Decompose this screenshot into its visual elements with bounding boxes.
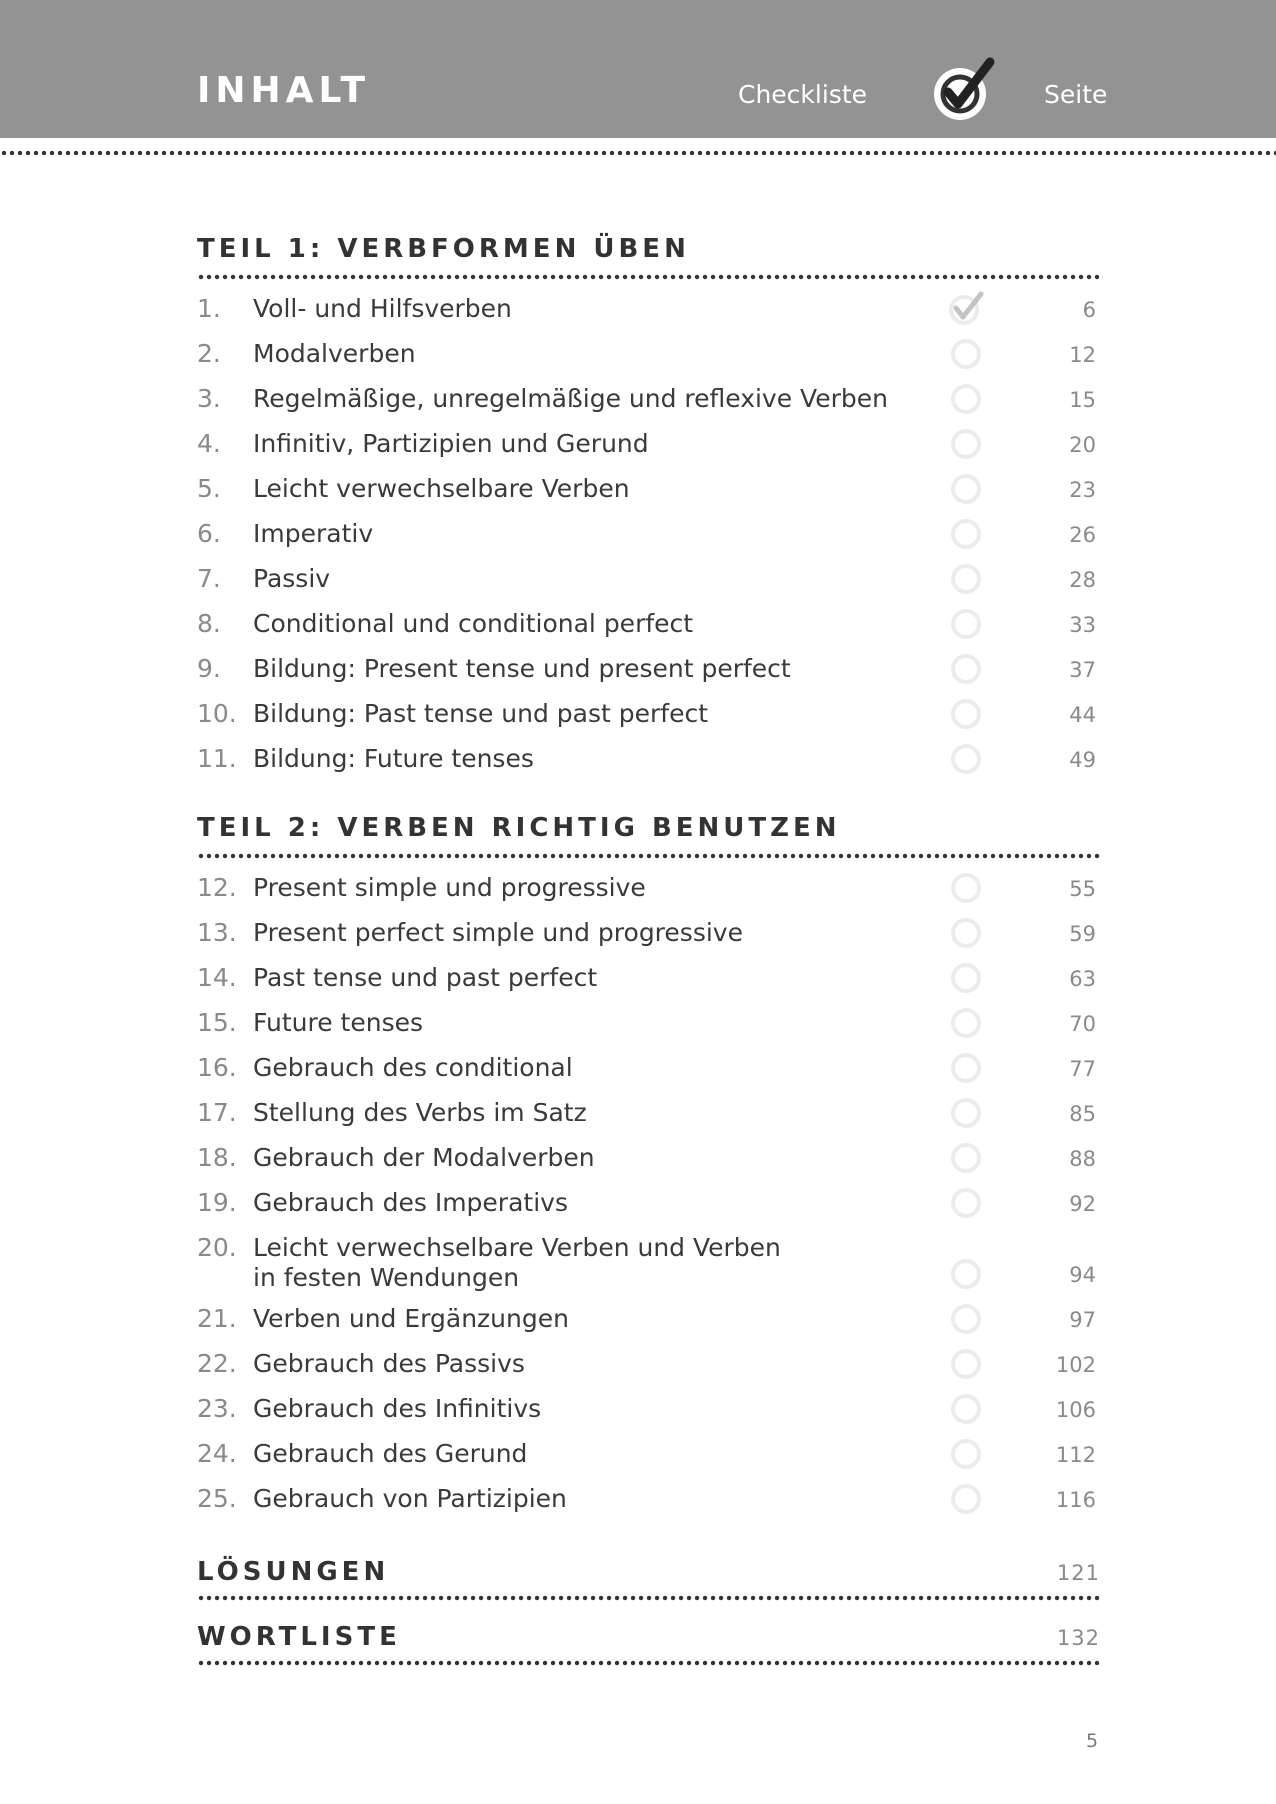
toc-number: 9. — [197, 654, 221, 683]
toc-row — [197, 474, 1100, 514]
toc-number: 4. — [197, 429, 221, 458]
toc-title: Gebrauch von Partizipien — [253, 1484, 567, 1513]
toc-row — [197, 294, 1100, 334]
toc-page-number: 102 — [1055, 1353, 1096, 1377]
toc-page-number: 49 — [1069, 748, 1096, 772]
checkbox-circle-icon[interactable] — [951, 1439, 981, 1469]
toc-page-number: 59 — [1069, 922, 1096, 946]
footer-page-number: 5 — [1086, 1730, 1099, 1752]
toc-page-number: 63 — [1069, 967, 1096, 991]
toc-row — [197, 963, 1100, 1003]
toc-title: Infinitiv, Partizipien und Gerund — [253, 429, 649, 458]
checkbox-circle-icon[interactable] — [951, 918, 981, 948]
checkmark-icon — [928, 56, 1000, 124]
toc-number: 17. — [197, 1098, 237, 1127]
toc-row — [197, 1053, 1100, 1093]
toc-title: Present perfect simple und progressive — [253, 918, 743, 947]
toc-row — [197, 654, 1100, 694]
toc-row — [197, 873, 1100, 913]
toc-row — [197, 1304, 1100, 1344]
checkbox-circle-icon[interactable] — [951, 1098, 981, 1128]
toc-number: 23. — [197, 1394, 237, 1423]
toc-title: Stellung des Verbs im Satz — [253, 1098, 587, 1127]
toc-page-number: 77 — [1069, 1057, 1096, 1081]
toc-page-number: 94 — [1069, 1263, 1096, 1287]
toc-row — [197, 564, 1100, 604]
toc-row — [197, 384, 1100, 424]
section-divider — [197, 1660, 1100, 1666]
toc-number: 6. — [197, 519, 221, 548]
toc-number: 1. — [197, 294, 221, 323]
toc-title: Leicht verwechselbare Verben und Verben in festen Wendungen — [253, 1233, 781, 1292]
toc-title: Present simple und progressive — [253, 873, 646, 902]
checkbox-circle-icon[interactable] — [951, 429, 981, 459]
toc-title: Voll- und Hilfsverben — [253, 294, 512, 323]
toc-number: 21. — [197, 1304, 237, 1333]
toc-row — [197, 1349, 1100, 1389]
toc-number: 20. — [197, 1233, 237, 1262]
toc-page-number: 116 — [1055, 1488, 1096, 1512]
toc-title: Imperativ — [253, 519, 374, 548]
toc-page-number: 26 — [1069, 523, 1096, 547]
toc-title: Regelmäßige, unregelmäßige und reflexive Verben — [253, 384, 888, 413]
toc-row — [197, 918, 1100, 958]
toc-page-number: 92 — [1069, 1192, 1096, 1216]
toc-row — [197, 1233, 1100, 1292]
toc-number: 16. — [197, 1053, 237, 1082]
page-column-label: Seite — [1044, 80, 1108, 109]
toc-number: 7. — [197, 564, 221, 593]
checkbox-circle-icon[interactable] — [951, 1349, 981, 1379]
toc-title: Past tense und past perfect — [253, 963, 598, 992]
toc-number: 8. — [197, 609, 221, 638]
toc-page-number: 97 — [1069, 1308, 1096, 1332]
header-bar — [0, 0, 1276, 138]
toc-page-number: 23 — [1069, 478, 1096, 502]
toc-page-number: 85 — [1069, 1102, 1096, 1126]
toc-page-number: 33 — [1069, 613, 1096, 637]
toc-page-number: 6 — [1082, 298, 1096, 322]
toc-page-number: 44 — [1069, 703, 1096, 727]
checkbox-circle-icon[interactable] — [951, 1394, 981, 1424]
toc-title: Conditional und conditional perfect — [253, 609, 694, 638]
loesungen-page: 121 — [1056, 1561, 1100, 1585]
toc-page-number: 88 — [1069, 1147, 1096, 1171]
toc-page-number: 37 — [1069, 658, 1096, 682]
toc-row — [197, 744, 1100, 784]
checkbox-circle-icon[interactable] — [951, 564, 981, 594]
toc-number: 13. — [197, 918, 237, 947]
checkbox-circle-icon[interactable] — [951, 654, 981, 684]
section-heading-loesungen: LÖSUNGEN — [197, 1557, 390, 1587]
toc-title: Bildung: Future tenses — [253, 744, 534, 773]
checkbox-circle-icon[interactable] — [951, 1304, 981, 1334]
checkbox-circle-icon[interactable] — [951, 1188, 981, 1218]
toc-row — [197, 699, 1100, 739]
toc-number: 5. — [197, 474, 221, 503]
toc-page-number: 28 — [1069, 568, 1096, 592]
toc-row — [197, 1143, 1100, 1183]
header-divider — [0, 150, 1276, 156]
toc-title: Gebrauch des Passivs — [253, 1349, 525, 1378]
checked-checkbox-icon[interactable] — [945, 288, 989, 330]
toc-page-number: 70 — [1069, 1012, 1096, 1036]
toc-number: 24. — [197, 1439, 237, 1468]
toc-title: Gebrauch der Modalverben — [253, 1143, 595, 1172]
toc-title: Bildung: Past tense und past perfect — [253, 699, 708, 728]
toc-row — [197, 339, 1100, 379]
toc-page-number: 55 — [1069, 877, 1096, 901]
section-heading-teil1: TEIL 1: VERBFORMEN ÜBEN — [197, 234, 690, 264]
toc-title: Future tenses — [253, 1008, 424, 1037]
section-divider — [197, 1595, 1100, 1601]
checkbox-circle-icon[interactable] — [951, 744, 981, 774]
checkbox-circle-icon[interactable] — [951, 519, 981, 549]
checkbox-circle-icon[interactable] — [951, 699, 981, 729]
toc-row — [197, 1484, 1100, 1524]
toc-row — [197, 429, 1100, 469]
toc-row — [197, 1439, 1100, 1479]
toc-row — [197, 1098, 1100, 1138]
wortliste-page: 132 — [1056, 1626, 1100, 1650]
checkbox-circle-icon[interactable] — [951, 873, 981, 903]
toc-number: 12. — [197, 873, 237, 902]
toc-number: 3. — [197, 384, 221, 413]
toc-number: 25. — [197, 1484, 237, 1513]
toc-page-number: 15 — [1069, 388, 1096, 412]
checkbox-circle-icon[interactable] — [951, 1259, 981, 1289]
toc-title: Gebrauch des Gerund — [253, 1439, 528, 1468]
toc-title: Leicht verwechselbare Verben — [253, 474, 630, 503]
checkbox-circle-icon[interactable] — [951, 1008, 981, 1038]
checkbox-circle-icon[interactable] — [951, 609, 981, 639]
checkbox-circle-icon[interactable] — [951, 384, 981, 414]
toc-title: Gebrauch des conditional — [253, 1053, 573, 1082]
toc-page-number: 106 — [1055, 1398, 1096, 1422]
toc-number: 10. — [197, 699, 237, 728]
toc-number: 18. — [197, 1143, 237, 1172]
checkbox-circle-icon[interactable] — [951, 1143, 981, 1173]
toc-row — [197, 609, 1100, 649]
toc-title: Modalverben — [253, 339, 416, 368]
checkbox-circle-icon[interactable] — [951, 963, 981, 993]
toc-number: 19. — [197, 1188, 237, 1217]
toc-row — [197, 1188, 1100, 1228]
toc-title: Passiv — [253, 564, 331, 593]
toc-row — [197, 1394, 1100, 1434]
checkbox-circle-icon[interactable] — [951, 339, 981, 369]
section-divider — [197, 853, 1100, 859]
toc-title: Bildung: Present tense und present perfect — [253, 654, 791, 683]
toc-number: 11. — [197, 744, 237, 773]
toc-page-number: 12 — [1069, 343, 1096, 367]
toc-title: Gebrauch des Imperativs — [253, 1188, 568, 1217]
toc-number: 2. — [197, 339, 221, 368]
toc-number: 22. — [197, 1349, 237, 1378]
toc-row — [197, 1008, 1100, 1048]
toc-row — [197, 519, 1100, 559]
checklist-column-label: Checkliste — [738, 80, 868, 109]
section-heading-wortliste: WORTLISTE — [197, 1622, 401, 1652]
checkbox-circle-icon[interactable] — [951, 474, 981, 504]
toc-number: 15. — [197, 1008, 237, 1037]
toc-title: Verben und Ergänzungen — [253, 1304, 569, 1333]
toc-page-number: 112 — [1055, 1443, 1096, 1467]
toc-number: 14. — [197, 963, 237, 992]
checkbox-circle-icon[interactable] — [951, 1484, 981, 1514]
toc-page-number: 20 — [1069, 433, 1096, 457]
checkbox-circle-icon[interactable] — [951, 1053, 981, 1083]
toc-title: Gebrauch des Infinitivs — [253, 1394, 542, 1423]
section-heading-teil2: TEIL 2: VERBEN RICHTIG BENUTZEN — [197, 813, 841, 843]
page-title: INHALT — [197, 70, 371, 111]
section-divider — [197, 274, 1100, 280]
